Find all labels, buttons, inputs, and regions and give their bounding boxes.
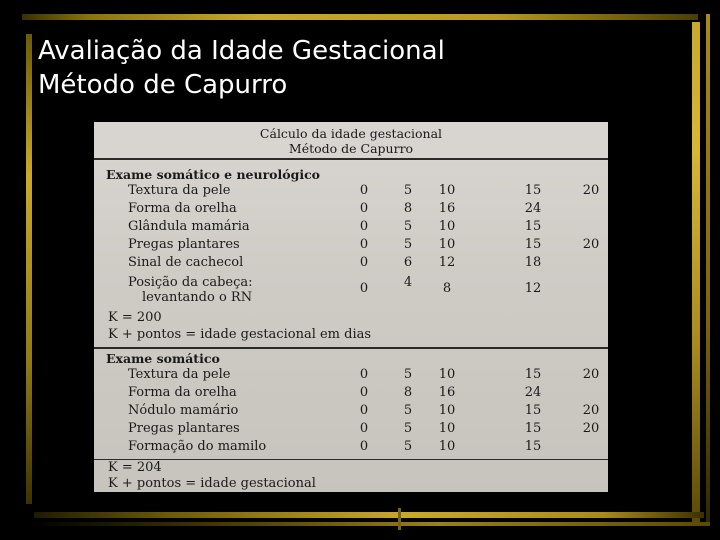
row-value: 10 xyxy=(438,439,456,454)
row-value: 24 xyxy=(524,201,542,216)
row-value: 20 xyxy=(582,367,600,382)
row-value: 15 xyxy=(524,237,542,252)
row-value: 24 xyxy=(524,385,542,400)
row-label: Textura da pele xyxy=(128,183,231,198)
row-value: 20 xyxy=(582,183,600,198)
table-note: K + pontos = idade gestacional xyxy=(108,476,316,491)
frame-right-line xyxy=(692,22,700,522)
row-label: Nódulo mamário xyxy=(128,403,239,418)
row-value: 0 xyxy=(359,281,369,296)
row-value: 20 xyxy=(582,237,600,252)
table-row xyxy=(94,421,608,438)
row-label: Posição da cabeça: xyxy=(128,275,253,290)
row-value: 5 xyxy=(403,403,413,418)
slide-title-line-2: Método de Capurro xyxy=(38,70,288,100)
table-note: K + pontos = idade gestacional em dias xyxy=(108,327,372,342)
row-value: 16 xyxy=(438,385,456,400)
table-row xyxy=(94,183,608,200)
row-value: 0 xyxy=(359,237,369,252)
row-label: Glândula mamária xyxy=(128,219,250,234)
section-title: Exame somático xyxy=(106,351,220,366)
row-value: 8 xyxy=(403,201,413,216)
row-value: 6 xyxy=(403,255,413,270)
scanned-table-image xyxy=(94,122,608,492)
row-value: 5 xyxy=(403,237,413,252)
section-title: Exame somático e neurológico xyxy=(106,167,321,182)
slide-title xyxy=(38,34,445,102)
frame-bottom-notch xyxy=(398,508,401,530)
row-value: 10 xyxy=(438,421,456,436)
row-value: 15 xyxy=(524,183,542,198)
row-value: 20 xyxy=(582,403,600,418)
row-value: 10 xyxy=(438,403,456,418)
row-value: 0 xyxy=(359,421,369,436)
row-value: 18 xyxy=(524,255,542,270)
row-value: 0 xyxy=(359,219,369,234)
row-value: 15 xyxy=(524,219,542,234)
row-value: 0 xyxy=(359,255,369,270)
frame-bottom-line-outer xyxy=(30,522,710,526)
row-label: Forma da orelha xyxy=(128,201,237,216)
row-value: 0 xyxy=(359,367,369,382)
table-row xyxy=(94,290,608,307)
table-row xyxy=(94,403,608,420)
table-row xyxy=(94,385,608,402)
table-row xyxy=(94,439,608,456)
row-value: 15 xyxy=(524,439,542,454)
row-value: 0 xyxy=(359,439,369,454)
table-row xyxy=(94,367,608,384)
row-value: 8 xyxy=(403,385,413,400)
row-value: 15 xyxy=(524,367,542,382)
section-bottom-rule xyxy=(94,459,608,460)
row-value: 20 xyxy=(582,421,600,436)
table-row xyxy=(94,255,608,272)
frame-right-line-outer xyxy=(706,14,710,526)
frame-top-line xyxy=(22,14,698,20)
row-value: 5 xyxy=(403,421,413,436)
row-value: 10 xyxy=(438,237,456,252)
row-value: 10 xyxy=(438,367,456,382)
row-label: Pregas plantares xyxy=(128,237,240,252)
row-value: 10 xyxy=(438,219,456,234)
frame-left-line xyxy=(26,34,32,504)
table-row xyxy=(94,219,608,236)
row-label: Formação do mamilo xyxy=(128,439,267,454)
row-value: 5 xyxy=(403,439,413,454)
row-value: 12 xyxy=(438,255,456,270)
table-heading xyxy=(94,122,608,162)
slide-title-line-1: Avaliação da Idade Gestacional xyxy=(38,36,445,66)
table-note: K = 200 xyxy=(108,310,162,325)
row-value: 8 xyxy=(442,281,452,296)
row-value: 0 xyxy=(359,183,369,198)
section-divider-rule xyxy=(94,347,608,349)
row-value: 12 xyxy=(524,281,542,296)
table-note: K = 204 xyxy=(108,460,162,475)
row-value: 15 xyxy=(524,403,542,418)
row-value: 5 xyxy=(403,183,413,198)
table-heading-line-2: Método de Capurro xyxy=(288,141,414,156)
row-value: 4 xyxy=(403,275,413,290)
row-label: Forma da orelha xyxy=(128,385,237,400)
table-row xyxy=(94,201,608,218)
frame-bottom-line xyxy=(34,512,704,518)
table-row xyxy=(94,237,608,254)
row-label: Sinal de cachecol xyxy=(128,255,244,270)
table-heading-rule xyxy=(94,158,608,160)
row-label: Textura da pele xyxy=(128,367,231,382)
row-value: 0 xyxy=(359,403,369,418)
row-value: 5 xyxy=(403,219,413,234)
row-label: Pregas plantares xyxy=(128,421,240,436)
row-value: 5 xyxy=(403,367,413,382)
row-value: 16 xyxy=(438,201,456,216)
row-value: 0 xyxy=(359,201,369,216)
row-value: 15 xyxy=(524,421,542,436)
row-value: 0 xyxy=(359,385,369,400)
row-value: 10 xyxy=(438,183,456,198)
table-heading-line-1: Cálculo da idade gestacional xyxy=(259,126,443,141)
row-label: levantando o RN xyxy=(142,290,253,305)
